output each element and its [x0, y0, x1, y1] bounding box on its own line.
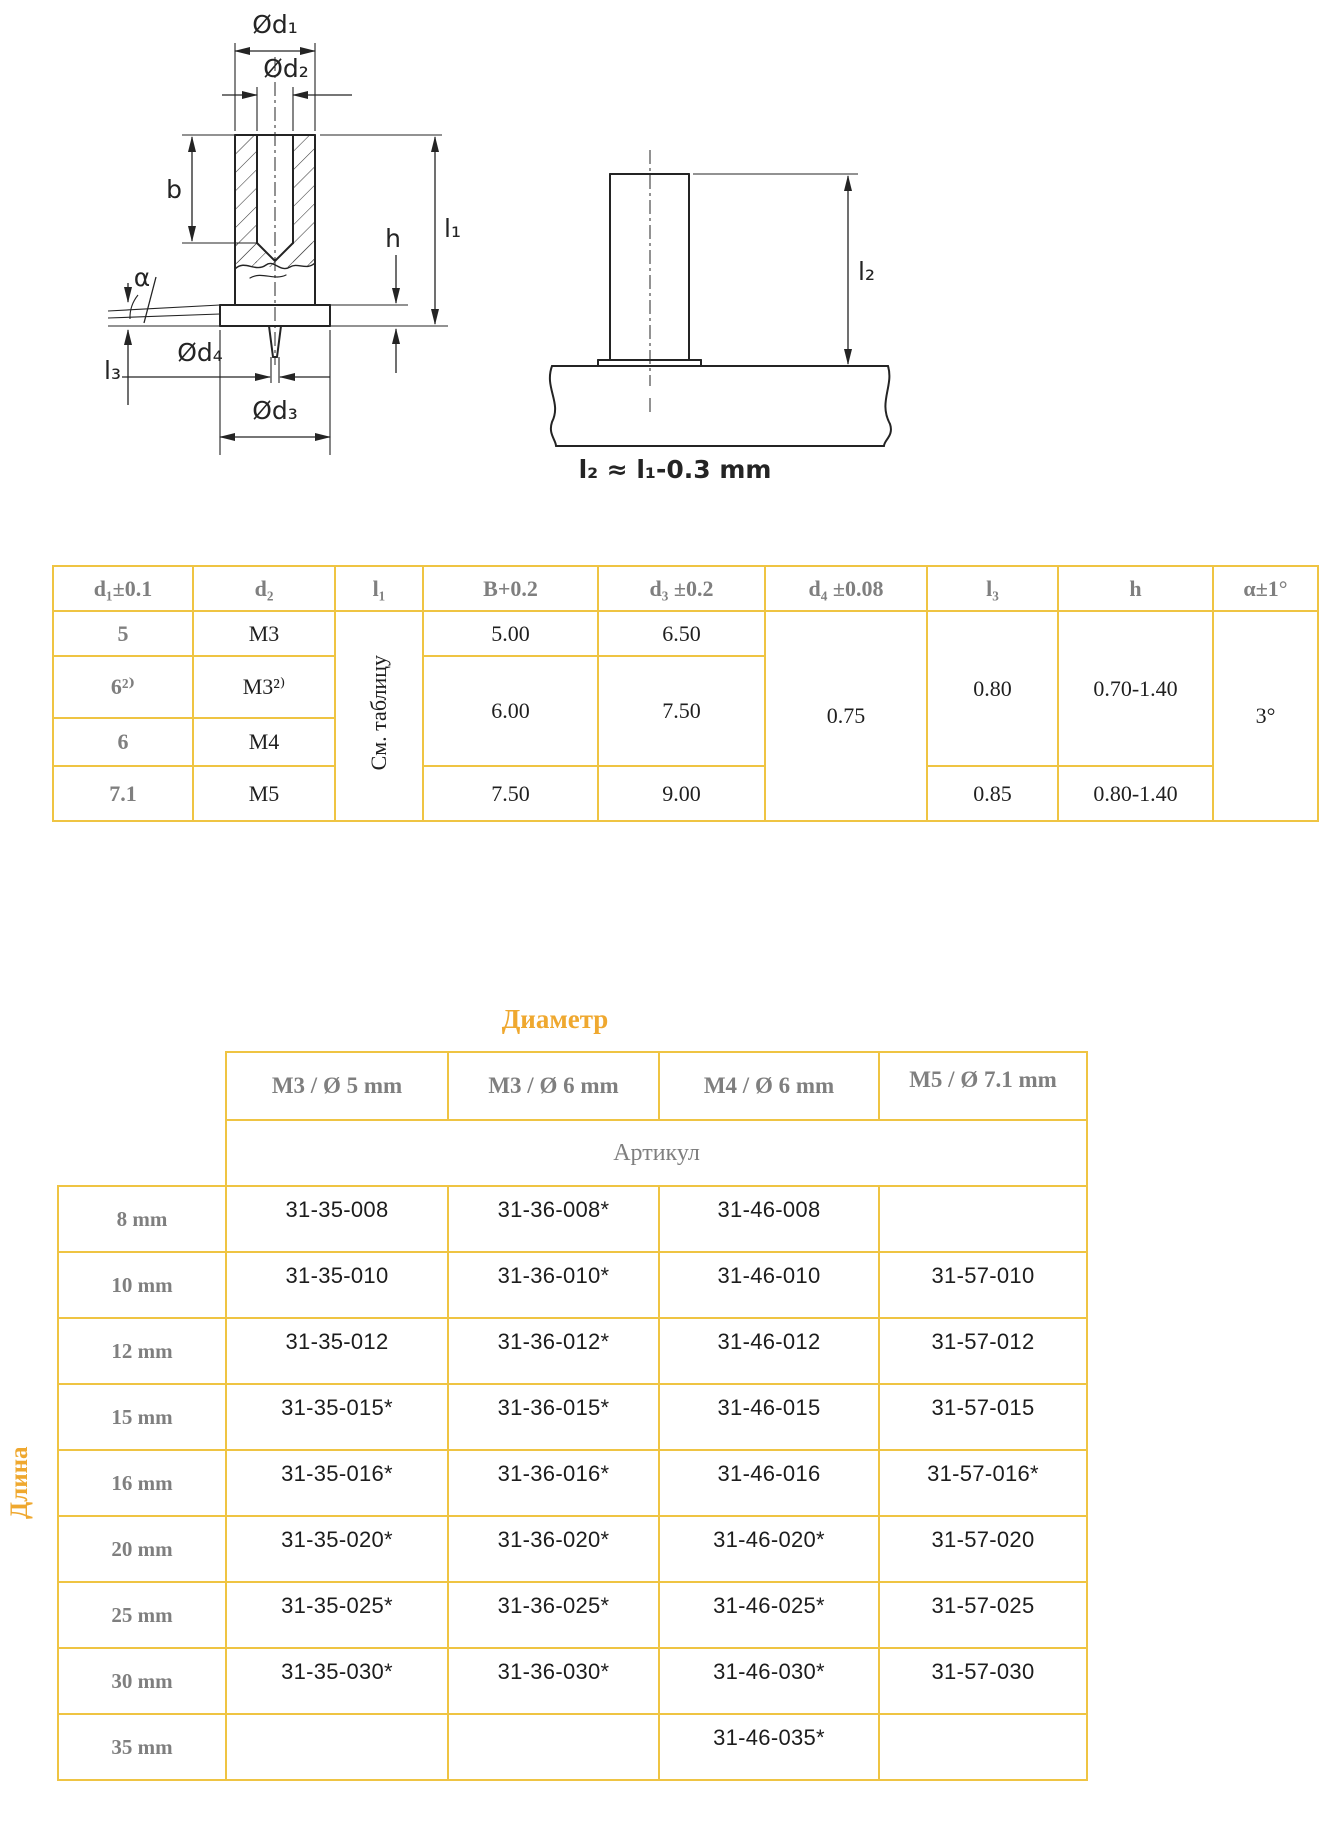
header-d1: d₁±0.1 [53, 566, 193, 611]
part-cell [226, 1714, 448, 1780]
col-header-m3-6: M3 / Ø 6 mm [448, 1052, 659, 1120]
part-cell: 31-35-012 [226, 1318, 448, 1384]
dim-cell: M3 [193, 611, 335, 656]
dim-cell: 0.80 [927, 611, 1058, 766]
part-cell: 31-57-016* [879, 1450, 1087, 1516]
table-row [58, 1318, 1087, 1384]
dim-cell: 5.00 [423, 611, 598, 656]
subheader-row [58, 1120, 1087, 1186]
base-plate [550, 366, 891, 446]
part-cell: 31-35-010 [226, 1252, 448, 1318]
dim-label-h: h [385, 224, 401, 253]
part-cell: 31-57-015 [879, 1384, 1087, 1450]
dim-cell: 0.70-1.40 [1058, 611, 1213, 766]
part-cell: 31-36-012* [448, 1318, 659, 1384]
dim-cell: 9.00 [598, 766, 765, 821]
dim-label-d2: Ød₂ [263, 54, 309, 83]
part-numbers-table [57, 1051, 1088, 1781]
table-row [58, 1252, 1087, 1318]
header-d3: d₃ ±0.2 [598, 566, 765, 611]
part-cell: 31-46-010 [659, 1252, 879, 1318]
dim-label-l3: l₃ [104, 356, 121, 385]
dim-label-alpha: α [133, 263, 151, 292]
part-cell: 31-46-008 [659, 1186, 879, 1252]
standoff-mounted-drawing [540, 130, 900, 490]
dim-cell: 6²⁾ [53, 656, 193, 718]
part-cell [448, 1714, 659, 1780]
see-table-note: См. таблицу [366, 655, 391, 771]
part-cell: 31-36-010* [448, 1252, 659, 1318]
table-row [53, 766, 1318, 821]
part-cell: 31-46-012 [659, 1318, 879, 1384]
row-label: 30 mm [58, 1648, 226, 1714]
dim-cell: 0.80-1.40 [1058, 766, 1213, 821]
dim-cell: 0.85 [927, 766, 1058, 821]
part-cell: 31-36-015* [448, 1384, 659, 1450]
dim-label-d4: Ød₄ [177, 338, 223, 367]
col-header-m3-5: M3 / Ø 5 mm [226, 1052, 448, 1120]
dim-cell: 7.50 [423, 766, 598, 821]
part-cell: 31-46-035* [659, 1714, 879, 1780]
dim-cell: M4 [193, 718, 335, 766]
corner-blank [58, 1052, 226, 1120]
part-cell [879, 1186, 1087, 1252]
table-row [58, 1714, 1087, 1780]
part-cell: 31-36-030* [448, 1648, 659, 1714]
part-cell: 31-57-012 [879, 1318, 1087, 1384]
part-cell: 31-57-030 [879, 1648, 1087, 1714]
dim-cell: 6 [53, 718, 193, 766]
dim-label-b: b [166, 175, 182, 204]
table-row [58, 1186, 1087, 1252]
part-cell: 31-36-020* [448, 1516, 659, 1582]
dim-cell: 6.50 [598, 611, 765, 656]
drawing-caption: l₂ ≈ l₁-0.3 mm [578, 455, 772, 484]
part-cell: 31-35-020* [226, 1516, 448, 1582]
dim-label-d1: Ød₁ [252, 10, 298, 39]
dimensions-table [52, 565, 1319, 822]
dim-label-l1: l₁ [444, 214, 461, 243]
dim-cell: 0.75 [765, 611, 927, 821]
dim-cell: 7.1 [53, 766, 193, 821]
part-cell: 31-46-030* [659, 1648, 879, 1714]
dim-label-l2: l₂ [858, 257, 875, 286]
header-alpha: α±1° [1213, 566, 1318, 611]
part-cell: 31-46-020* [659, 1516, 879, 1582]
flange-and-sheet [108, 305, 448, 357]
part-cell: 31-36-016* [448, 1450, 659, 1516]
table-row [58, 1582, 1087, 1648]
table-row [58, 1648, 1087, 1714]
table-row [58, 1516, 1087, 1582]
part-cell: 31-57-025 [879, 1582, 1087, 1648]
col-header-m4-6: M4 / Ø 6 mm [659, 1052, 879, 1120]
row-label: 20 mm [58, 1516, 226, 1582]
header-b: B+0.2 [423, 566, 598, 611]
part-cell: 31-36-025* [448, 1582, 659, 1648]
dim-label-d3: Ød₃ [252, 396, 298, 425]
header-d2: d₂ [193, 566, 335, 611]
dim-cell: M5 [193, 766, 335, 821]
diameter-header-row [58, 1052, 1087, 1120]
part-cell [879, 1714, 1087, 1780]
dim-cell: 7.50 [598, 656, 765, 766]
part-cell: 31-57-020 [879, 1516, 1087, 1582]
table-row [58, 1384, 1087, 1450]
part-cell: 31-57-010 [879, 1252, 1087, 1318]
row-label: 16 mm [58, 1450, 226, 1516]
dimensions-header-row [53, 566, 1318, 611]
row-label: 12 mm [58, 1318, 226, 1384]
see-table-cell [335, 611, 423, 821]
article-subheader: Артикул [226, 1120, 1087, 1186]
dimension-lines [693, 174, 858, 364]
table-row [58, 1450, 1087, 1516]
dim-cell: 6.00 [423, 656, 598, 766]
part-cell: 31-46-015 [659, 1384, 879, 1450]
part-cell: 31-35-016* [226, 1450, 448, 1516]
header-l3: l₃ [927, 566, 1058, 611]
part-cell: 31-35-008 [226, 1186, 448, 1252]
header-l1: l₁ [335, 566, 423, 611]
row-label: 10 mm [58, 1252, 226, 1318]
corner-blank [58, 1120, 226, 1186]
row-label: 15 mm [58, 1384, 226, 1450]
row-label: 25 mm [58, 1582, 226, 1648]
dim-cell: 5 [53, 611, 193, 656]
dim-cell: M3²⁾ [193, 656, 335, 718]
standoff-section-drawing [90, 5, 490, 480]
dim-cell: 3° [1213, 611, 1318, 821]
part-cell: 31-46-016 [659, 1450, 879, 1516]
table-row [53, 611, 1318, 656]
diameter-axis-title: Диаметр [501, 1004, 609, 1034]
col-header-m5-71: M5 / Ø 7.1 mm [879, 1052, 1087, 1120]
part-cell: 31-35-025* [226, 1582, 448, 1648]
part-cell: 31-36-008* [448, 1186, 659, 1252]
header-h: h [1058, 566, 1213, 611]
part-cell: 31-46-025* [659, 1582, 879, 1648]
header-d4: d₄ ±0.08 [765, 566, 927, 611]
part-cell: 31-35-015* [226, 1384, 448, 1450]
row-label: 8 mm [58, 1186, 226, 1252]
length-axis-title: Длина [6, 1446, 33, 1520]
part-cell: 31-35-030* [226, 1648, 448, 1714]
row-label: 35 mm [58, 1714, 226, 1780]
